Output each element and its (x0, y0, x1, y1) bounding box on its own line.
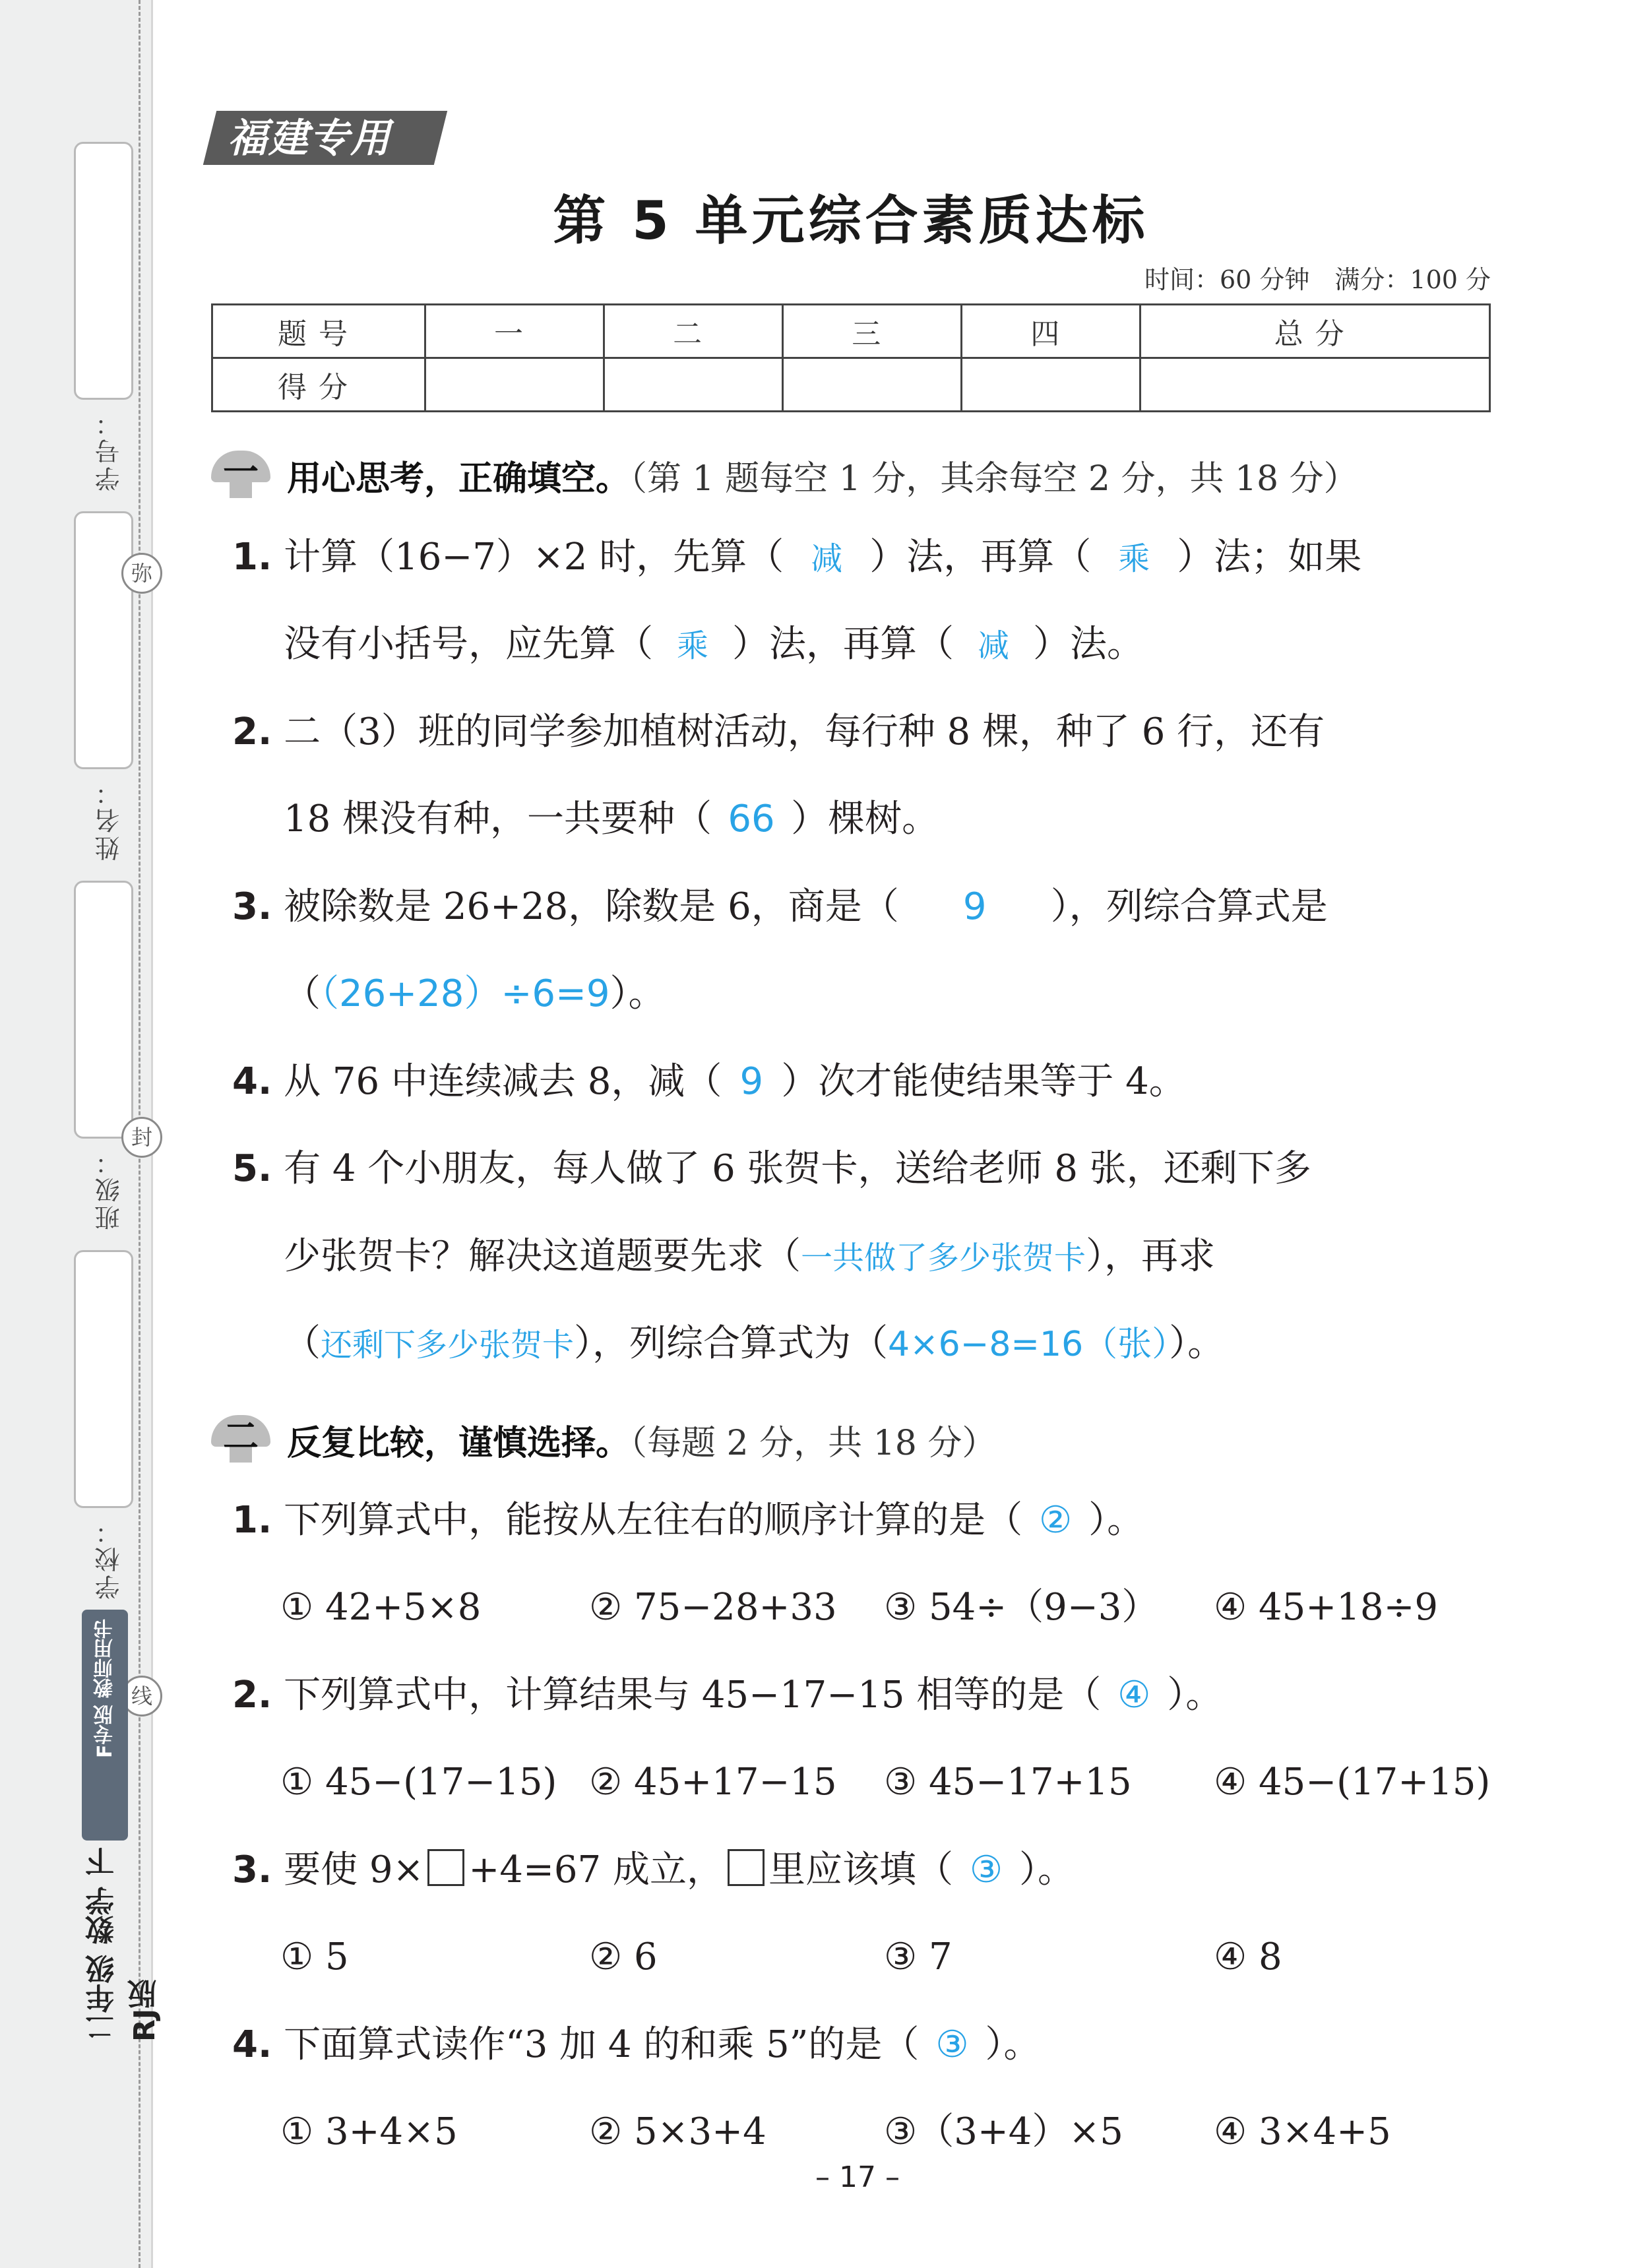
option: ② 45+17−15 (589, 1761, 837, 1804)
question-text: ）法，再算（ (869, 536, 1092, 579)
question-text: ）。 (985, 2023, 1041, 2066)
section2-heading (287, 1415, 996, 1465)
score-table (211, 303, 1491, 412)
answer: ② (1038, 1499, 1073, 1542)
edition-text: 二年级 数学 下 RJ版 (86, 1847, 162, 2042)
school-label: 学校： (95, 1517, 124, 1600)
answer: 减 (977, 627, 1009, 664)
question-text: ）法；如果 (1177, 536, 1362, 579)
question-line (284, 1321, 1224, 1368)
option: ④ 8 (1214, 1936, 1282, 1978)
option: ③ 45−17+15 (884, 1761, 1132, 1804)
option: ① 45−(17−15) (280, 1761, 557, 1804)
section-title: 用心思考，正确填空。 (287, 459, 631, 499)
question-text: ）次才能使结果等于 4。 (781, 1060, 1186, 1103)
question-text: 下列算式中，能按从左往右的顺序计算的是（ (284, 1499, 1023, 1542)
question-line (232, 2022, 1040, 2068)
option: ④ 45+18÷9 (1214, 1586, 1438, 1629)
score-header-cell: 总分 (1141, 305, 1490, 358)
answer: ③ (969, 1848, 1003, 1891)
question-number: 1. (232, 1499, 272, 1542)
score-cell[interactable] (962, 358, 1141, 412)
question-text: 18 棵没有种，一共要种（ (284, 798, 712, 840)
school-box[interactable] (74, 1250, 133, 1508)
answer: 还剩下多少张贺卡 (321, 1327, 575, 1364)
score-table-header-row (212, 305, 1490, 358)
question-text: 计算（16−7）×2 时，先算（ (284, 536, 784, 579)
answer: 4×6−8=16（张） (888, 1325, 1170, 1364)
cut-mark-seal: 弥 (121, 553, 162, 594)
score-header-cell: 二 (604, 305, 783, 358)
score-cell[interactable] (425, 358, 604, 412)
score-row-label: 得分 (212, 358, 425, 412)
student-id-box[interactable] (74, 142, 133, 400)
question-text: 里应该填（ (768, 1848, 953, 1891)
answer: 乘 (1118, 540, 1150, 577)
score-table-score-row (212, 358, 1490, 412)
answer: （26+28）÷6=9 (321, 972, 610, 1015)
question-text: 有 4 个小朋友，每人做了 6 张贺卡，送给老师 8 张，还剩下多 (284, 1147, 1311, 1190)
student-id-label: 学号： (95, 408, 124, 491)
option: ② 75−28+33 (589, 1586, 837, 1629)
section-badge (211, 451, 270, 497)
question-line (232, 1059, 1186, 1105)
page-title: 第 5 单元综合素质达标 (553, 190, 1149, 251)
question-text: 从 76 中连续减去 8，减（ (284, 1060, 722, 1103)
question-text: ）。 (1088, 1499, 1144, 1542)
question-line (284, 1234, 1215, 1281)
question-line (284, 971, 666, 1017)
section-badge (211, 1415, 270, 1461)
answer: 一共做了多少张贺卡 (801, 1240, 1086, 1276)
option: ② 5×3+4 (589, 2110, 766, 2153)
score-header-cell: 三 (783, 305, 962, 358)
question-text: ）。 (1167, 1674, 1223, 1717)
answer: 66 (728, 798, 775, 840)
question-text: ）法。 (1033, 623, 1144, 666)
option: ④ 45−(17+15) (1214, 1761, 1491, 1804)
question-line (232, 884, 1328, 930)
edition-tab (82, 1610, 128, 1841)
answer: 9 (739, 1060, 764, 1103)
question-text: ），列综合算式是 (1050, 885, 1328, 928)
name-box[interactable] (74, 511, 133, 769)
question-line (232, 1847, 1075, 1893)
question-text: ）。 (610, 972, 666, 1015)
question-text: （ (284, 1322, 321, 1365)
blank-box (728, 1849, 765, 1886)
cut-mark-line: 线 (121, 1676, 162, 1717)
section1-heading (287, 451, 1358, 500)
section-scoring-note: （第 1 题每空 1 分，其余每空 2 分，共 18 分） (630, 459, 1358, 499)
question-text: ），列综合算式为（ (574, 1322, 889, 1365)
option: ④ 3×4+5 (1214, 2110, 1391, 2153)
option: ③ 7 (884, 1936, 953, 1978)
question-text: 没有小括号，应先算（ (284, 623, 653, 666)
score-header-cell: 四 (962, 305, 1141, 358)
question-line (232, 709, 1325, 755)
question-text: ）棵树。 (791, 798, 939, 840)
question-text: 少张贺卡？解决这道题要先求（ (284, 1235, 801, 1278)
question-text: 二（3）班的同学参加植树活动，每行种 8 棵，种了 6 行，还有 (284, 710, 1325, 753)
question-text: 下列算式中，计算结果与 45−17−15 相等的是（ (284, 1674, 1102, 1717)
question-line (284, 796, 939, 842)
option: ① 5 (280, 1936, 349, 1978)
name-label: 姓名： (95, 778, 124, 861)
answer: 减 (811, 540, 843, 577)
question-line (232, 534, 1361, 582)
question-line (232, 1146, 1311, 1192)
question-line (232, 1672, 1222, 1718)
edition-tab-text: F专版 教师用书 (94, 1619, 117, 1758)
answer: 乘 (676, 627, 708, 664)
region-tag: 福建专用 (228, 115, 391, 162)
question-number: 1. (232, 536, 272, 579)
blank-box (427, 1849, 464, 1886)
option: ③ 54÷（9−3） (884, 1586, 1159, 1629)
section-title: 反复比较，谨慎选择。 (287, 1424, 631, 1463)
answer: 9 (962, 885, 987, 928)
question-text: ），再求 (1086, 1235, 1216, 1278)
page-number: – 17 – (815, 2160, 900, 2194)
question-text: +4=67 成立， (468, 1848, 724, 1891)
question-number: 3. (232, 1848, 272, 1891)
question-line (284, 621, 1144, 669)
publisher-logo (80, 2052, 128, 2118)
class-label: 班级： (95, 1147, 124, 1230)
question-text: ）。 (1169, 1322, 1225, 1365)
cut-mark-seal: 封 (121, 1117, 162, 1158)
question-text: 下面算式读作“3 加 4 的和乘 5”的是（ (284, 2023, 920, 2066)
option: ① 3+4×5 (280, 2110, 458, 2153)
question-number: 4. (232, 1060, 272, 1103)
question-number: 2. (232, 1674, 272, 1717)
option: ① 42+5×8 (280, 1586, 482, 1629)
answer: ④ (1117, 1674, 1151, 1717)
score-cell[interactable] (1141, 358, 1490, 412)
question-text: ）法，再算（ (732, 623, 954, 666)
option: ② 6 (589, 1936, 658, 1978)
class-box[interactable] (74, 881, 133, 1139)
question-number: 2. (232, 710, 272, 753)
exam-meta: 时间：60 分钟 满分：100 分 (1144, 265, 1491, 294)
question-text: ）。 (1018, 1848, 1075, 1891)
question-line (232, 1497, 1144, 1544)
answer: ③ (935, 2023, 969, 2066)
question-text: （ (284, 972, 321, 1015)
option: ③（3+4）×5 (884, 2110, 1123, 2153)
question-number: 5. (232, 1147, 272, 1190)
score-header-cell: 一 (425, 305, 604, 358)
question-text: 要使 9× (284, 1848, 424, 1891)
section-number: 二 (223, 1416, 259, 1457)
section-number: 一 (223, 451, 259, 493)
section-scoring-note: （每题 2 分，共 18 分） (630, 1424, 997, 1463)
score-cell[interactable] (604, 358, 783, 412)
score-header-cell: 题号 (212, 305, 425, 358)
question-text: 被除数是 26+28，除数是 6，商是（ (284, 885, 899, 928)
question-number: 4. (232, 2023, 272, 2066)
question-number: 3. (232, 885, 272, 928)
score-cell[interactable] (783, 358, 962, 412)
